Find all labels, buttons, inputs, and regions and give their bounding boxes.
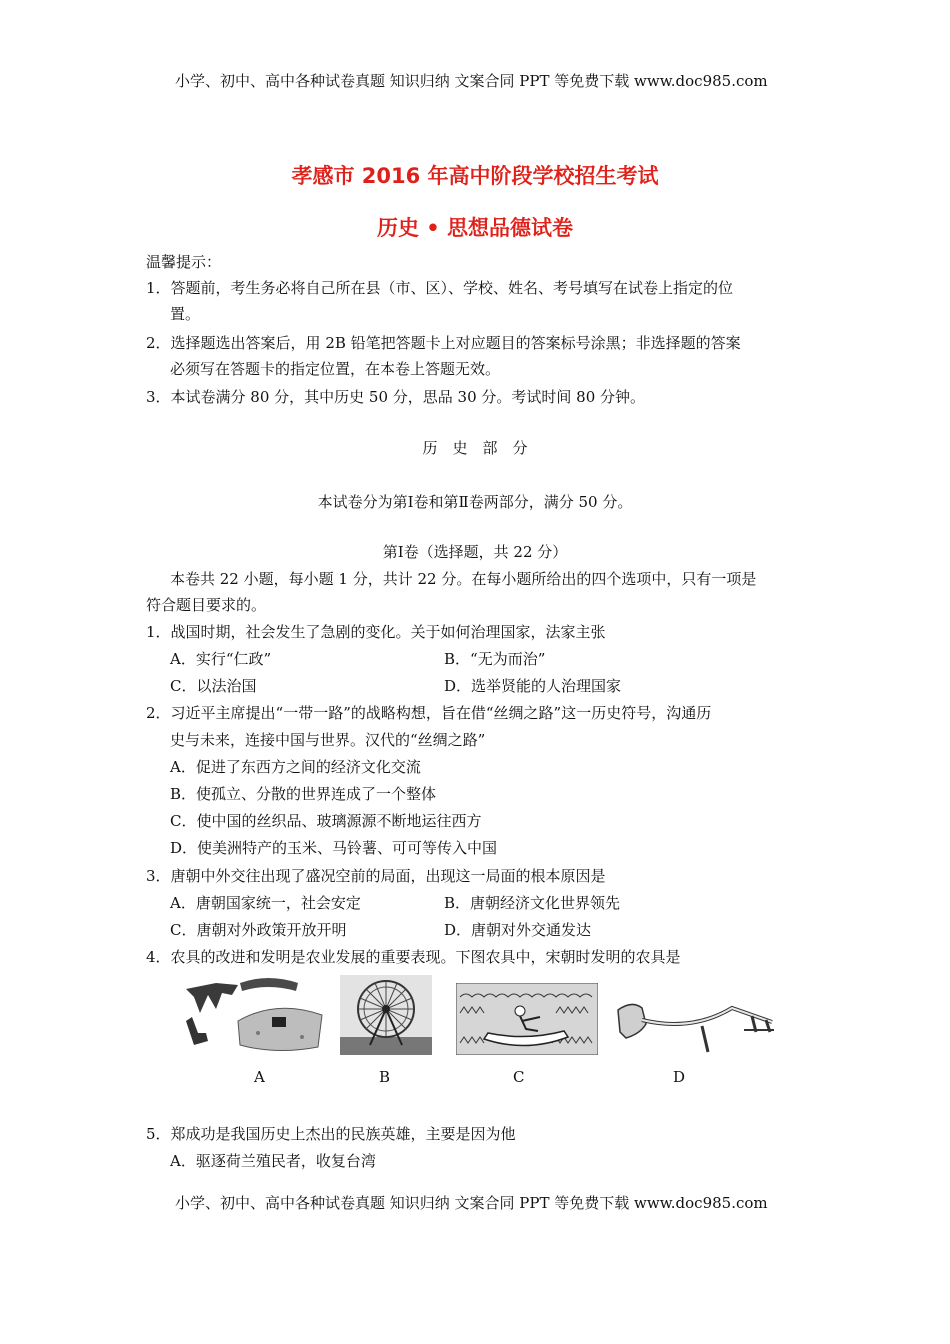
figure-label-d: D (673, 1068, 686, 1086)
figure-label-c: C (513, 1068, 525, 1086)
tips-heading: 温馨提示： (146, 253, 222, 271)
figure-label-b: B (379, 1068, 391, 1086)
farm-tool-figure-b (340, 975, 432, 1055)
tip-2-line-1: 2．选择题选出答案后，用 2B 铅笔把答题卡上对应题目的答案标号涂黑；非选择题的答案 (146, 334, 741, 352)
exam-subtitle: 历史 • 思想品德试卷 (376, 216, 574, 240)
question-2-option-d: D．使美洲特产的玉米、马铃薯、可可等传入中国 (170, 839, 498, 857)
farm-tool-figure-d (612, 998, 778, 1056)
question-1-option-d: D．选举贤能的人治理国家 (444, 677, 622, 695)
question-1-option-b: B．“无为而治” (444, 650, 546, 668)
tip-1-line-2: 置。 (170, 305, 201, 323)
exam-title: 孝感市 2016 年高中阶段学校招生考试 (291, 164, 659, 188)
question-4-stem: 4．农具的改进和发明是农业发展的重要表现。下图农具中，宋朝时发明的农具是 (146, 948, 681, 966)
question-5-option-a: A．驱逐荷兰殖民者，收复台湾 (170, 1152, 376, 1170)
farm-tool-figure-a (176, 975, 326, 1055)
question-3-option-b: B．唐朝经济文化世界领先 (444, 894, 621, 912)
question-3-option-c: C．唐朝对外政策开放开明 (170, 921, 347, 939)
tip-3-line-1: 3．本试卷满分 80 分，其中历史 50 分，思品 30 分。考试时间 80 分钟。 (146, 388, 646, 406)
tip-1-line-1: 1．答题前，考生务必将自己所在县（市、区）、学校、姓名、考号填写在试卷上指定的位 (146, 279, 734, 297)
part-1-title: 第Ⅰ卷（选择题，共 22 分） (382, 543, 568, 561)
question-2-stem-line-2: 史与未来，连接中国与世界。汉代的“丝绸之路” (170, 731, 486, 749)
instructions-line-1: 本卷共 22 小题，每小题 1 分，共计 22 分。在每小题所给出的四个选项中，只有一项是 (170, 570, 757, 588)
question-2-option-c: C．使中国的丝织品、玻璃源源不断地运往西方 (170, 812, 482, 830)
page-footer: 小学、初中、高中各种试卷真题 知识归纳 文案合同 PPT 等免费下载 www.doc985.com (175, 1194, 768, 1212)
question-1-stem: 1．战国时期，社会发生了急剧的变化。关于如何治理国家，法家主张 (146, 623, 606, 641)
farm-tool-figure-c (456, 983, 598, 1055)
question-2-stem-line-1: 2．习近平主席提出“一带一路”的战略构想，旨在借“丝绸之路”这一历史符号，沟通历 (146, 704, 712, 722)
question-1-option-a: A．实行“仁政” (170, 650, 272, 668)
page-header: 小学、初中、高中各种试卷真题 知识归纳 文案合同 PPT 等免费下载 www.doc985.com (175, 72, 768, 90)
question-2-option-b: B．使孤立、分散的世界连成了一个整体 (170, 785, 437, 803)
tip-2-line-2: 必须写在答题卡的指定位置，在本卷上答题无效。 (170, 360, 501, 378)
section-title: 历 史 部 分 (422, 439, 528, 457)
question-3-option-d: D．唐朝对外交通发达 (444, 921, 592, 939)
figure-label-a: A (254, 1068, 265, 1086)
question-1-option-c: C．以法治国 (170, 677, 257, 695)
question-5-stem: 5．郑成功是我国历史上杰出的民族英雄，主要是因为他 (146, 1125, 516, 1143)
section-note: 本试卷分为第Ⅰ卷和第Ⅱ卷两部分，满分 50 分。 (317, 493, 633, 511)
question-3-option-a: A．唐朝国家统一，社会安定 (170, 894, 361, 912)
instructions-line-2: 符合题目要求的。 (146, 596, 267, 614)
question-3-stem: 3．唐朝中外交往出现了盛况空前的局面，出现这一局面的根本原因是 (146, 867, 606, 885)
question-2-option-a: A．促进了东西方之间的经济文化交流 (170, 758, 421, 776)
